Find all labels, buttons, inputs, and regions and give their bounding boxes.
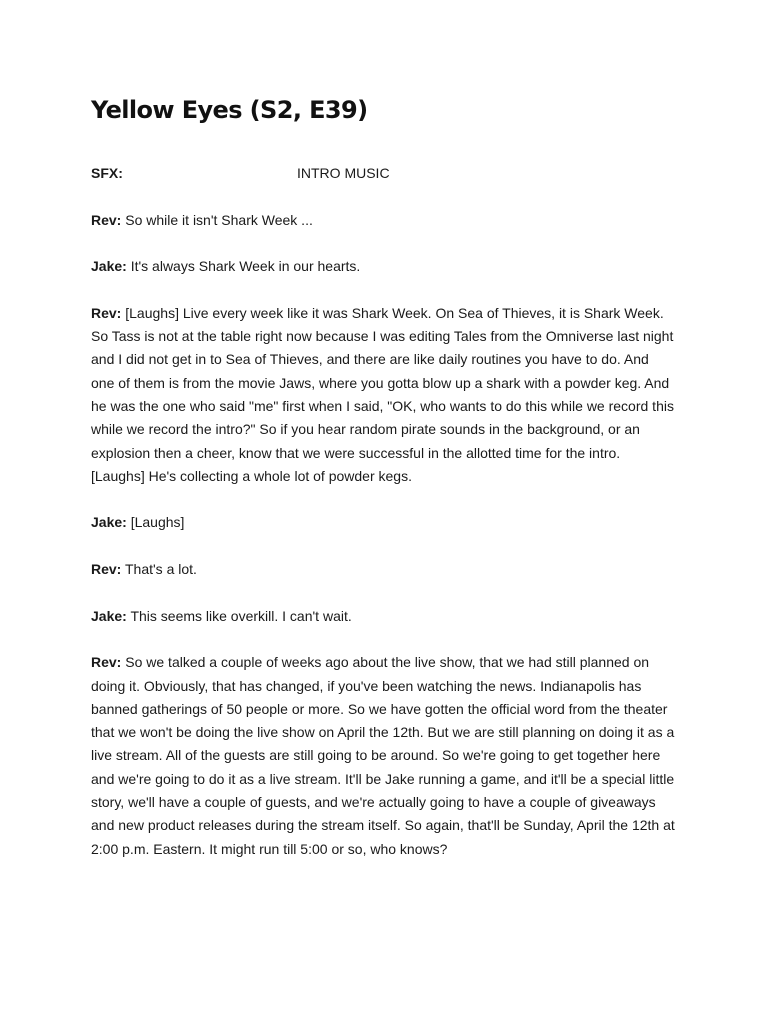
document-title: Yellow Eyes (S2, E39) (91, 96, 368, 124)
transcript-line (91, 605, 676, 628)
transcript-line (91, 558, 676, 581)
speaker-label: Jake: (91, 514, 127, 531)
speaker-label: Jake: (91, 607, 127, 624)
speaker-label: Rev: (91, 561, 122, 578)
speaker-label: Rev: (91, 654, 122, 671)
transcript-page (91, 92, 676, 884)
speaker-label: Jake: (91, 258, 127, 275)
sfx-value: INTRO MUSIC (297, 165, 390, 181)
line-text: So while it isn't Shark Week ... (121, 211, 313, 228)
transcript-line (91, 209, 676, 232)
line-text: It's always Shark Week in our hearts. (126, 258, 361, 275)
sfx-label: SFX: (91, 165, 123, 181)
line-text: That's a lot. (121, 561, 197, 578)
transcript-line (91, 651, 676, 861)
speaker-label: Rev: (91, 211, 122, 228)
transcript-line (91, 511, 676, 534)
transcript-line (91, 255, 676, 278)
line-text: [Laughs] (126, 514, 185, 531)
line-text: [Laughs] Live every week like it was Shark Week. On Sea of Thieves, it is Shark Week. So Tass is not at the table right now because I was editing Tales from the Omniverse last night and I did not get in to Sea of Thieves, and there are like daily routines you have to do. And one of them is from the movie Jaws, where you gotta blow up a shark with a powder keg. And he was the one who said "me" first when I said, "OK, who wants to do this while we record this while we record the intro?" So if you hear random pirate sounds in the background, or an explosion then a cheer, know that we were successful in the allotted time for the intro. [Laughs] He's collecting a whole lot of powder kegs. (91, 304, 674, 484)
line-text: This seems like overkill. I can't wait. (126, 607, 352, 624)
line-text: So we talked a couple of weeks ago about the live show, that we had still planned on doing it. Obviously, that has changed, if you've been watching the news. Indianapolis has banned gatherings of 50 people or more. So we have gotten the official word from the theater that we won't be doing the live show on April the 12th. But we are still planning on doing it as a live stream. All of the guests are still going to be around. So we're going to get together here and we're going to do it as a live stream. It'll be Jake running a game, and it'll be a special little story, we'll have a couple of guests, and we're actually going to have a couple of giveaways and new product releases during the stream itself. So again, that'll be Sunday, April the 12th at 2:00 p.m. Eastern. It might run till 5:00 or so, who knows? (91, 654, 675, 857)
sfx-line (91, 162, 676, 185)
speaker-label: Rev: (91, 304, 122, 321)
transcript-line (91, 302, 676, 488)
